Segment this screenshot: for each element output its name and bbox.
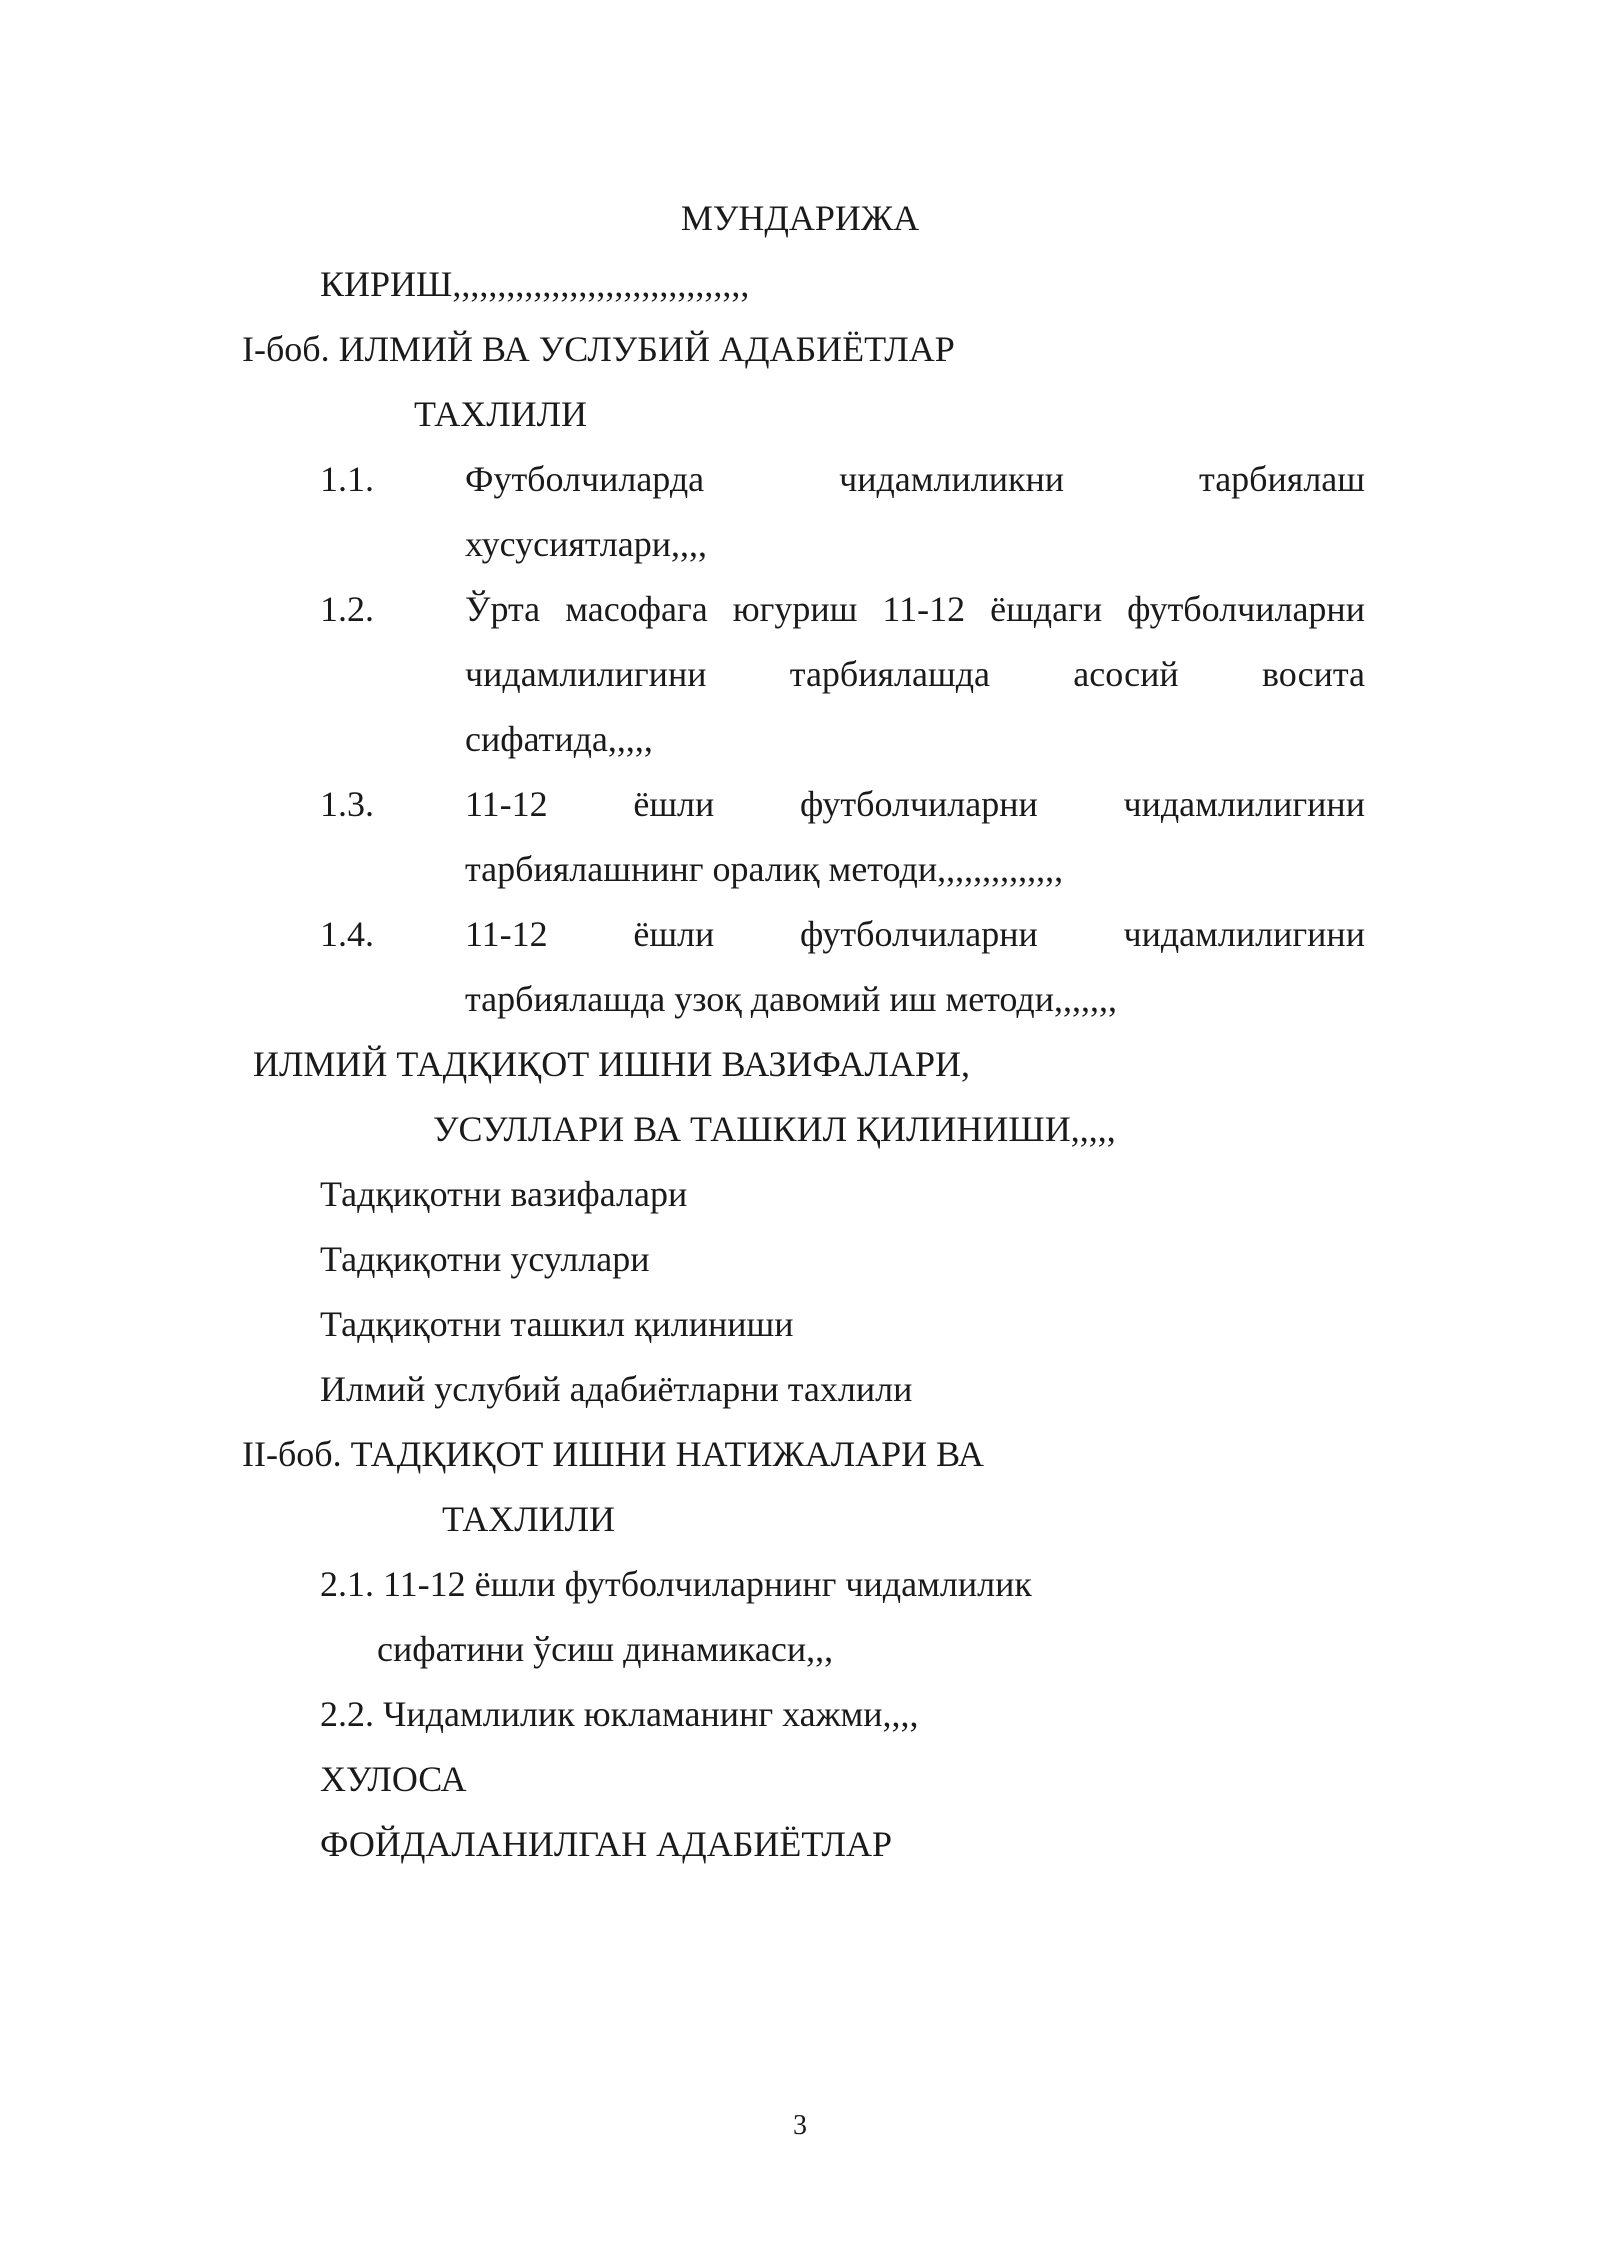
toc-research-item: Тадқиқотни усуллари — [320, 1239, 650, 1279]
toc-item-1-1-line1 — [465, 461, 1365, 497]
toc-references: ФОЙДАЛАНИЛГАН АДАБИЁТЛАР — [320, 1824, 892, 1864]
toc-word: тарбиялашда — [789, 654, 991, 694]
toc-item-1-4-line1 — [465, 916, 1365, 952]
toc-word: восита — [1261, 654, 1365, 694]
toc-chapter2-heading: II-боб. ТАДҚИҚОТ ИШНИ НАТИЖАЛАРИ ВА — [242, 1434, 984, 1474]
toc-item-2-1-line1: 2.1. 11-12 ёшли футболчиларнинг чидамлилик — [320, 1564, 1032, 1604]
toc-research-item: Тадқиқотни ташкил қилиниши — [320, 1304, 794, 1344]
toc-word: 11-12 — [465, 784, 548, 824]
toc-item-1-2-line2 — [465, 656, 1365, 692]
toc-chapter1-heading: I-боб. ИЛМИЙ ВА УСЛУБИЙ АДАБИЁТЛАР — [242, 329, 955, 369]
toc-item-1-2-line3: сифатида,,,,, — [465, 719, 653, 759]
toc-word: чидамлилигини — [1123, 914, 1365, 954]
toc-word: футболчиларни — [799, 914, 1038, 954]
toc-research-item: Илмий услубий адабиётларни тахлили — [320, 1369, 913, 1409]
toc-word: Ўрта — [465, 589, 541, 629]
toc-item-number: 1.3. — [320, 784, 374, 824]
toc-research-heading-cont: УСУЛЛАРИ ВА ТАШКИЛ ҚИЛИНИШИ,,,,, — [433, 1109, 1116, 1149]
toc-word: футболчиларни — [1127, 589, 1365, 629]
toc-item-number: 1.1. — [320, 459, 374, 499]
toc-research-item: Тадқиқотни вазифалари — [320, 1174, 688, 1214]
toc-research-heading: ИЛМИЙ ТАДҚИҚОТ ИШНИ ВАЗИФАЛАРИ, — [253, 1044, 970, 1084]
toc-item-1-3-line1 — [465, 786, 1365, 822]
toc-word: Футболчиларда — [465, 459, 705, 499]
toc-word: ёшли — [633, 914, 715, 954]
toc-item-1-1-line2: хусусиятлари,,,, — [465, 524, 707, 564]
toc-word: ёшли — [633, 784, 715, 824]
toc-item-1-3-line2: тарбиялашнинг оралиқ методи,,,,,,,,,,,,,, — [465, 849, 1064, 889]
toc-chapter2-heading-cont: ТАХЛИЛИ — [442, 1499, 616, 1539]
toc-item-1-2-line1 — [465, 591, 1365, 627]
toc-item-number: 1.2. — [320, 589, 374, 629]
toc-item-1-4-line2: тарбиялашда узоқ давомий иш методи,,,,,,, — [465, 979, 1117, 1019]
toc-conclusion: ХУЛОСА — [320, 1759, 467, 1799]
toc-title: МУНДАРИЖА — [680, 198, 920, 238]
toc-word: чидамлилигини — [465, 654, 707, 694]
toc-word: футболчиларни — [799, 784, 1038, 824]
toc-word: масофага — [565, 589, 708, 629]
toc-word: югуриш — [732, 589, 858, 629]
toc-word: ёшдаги — [990, 589, 1103, 629]
page-number: 3 — [793, 2110, 807, 2141]
toc-word: чидамлиликни — [839, 459, 1065, 499]
toc-item-2-1-line2: сифатини ўсиш динамикаси,,, — [377, 1629, 834, 1669]
toc-word: чидамлилигини — [1123, 784, 1365, 824]
toc-item-2-2: 2.2. Чидамлилик юкламанинг хажми,,,, — [320, 1694, 919, 1734]
toc-word: асосий — [1073, 654, 1179, 694]
toc-entry-intro: КИРИШ,,,,,,,,,,,,,,,,,,,,,,,,,,,,,,,,, — [320, 264, 750, 304]
toc-word: 11-12 — [465, 914, 548, 954]
toc-word: тарбиялаш — [1199, 459, 1365, 499]
toc-chapter1-heading-cont: ТАХЛИЛИ — [414, 394, 588, 434]
toc-word: 11-12 — [882, 589, 966, 629]
toc-item-number: 1.4. — [320, 914, 374, 954]
